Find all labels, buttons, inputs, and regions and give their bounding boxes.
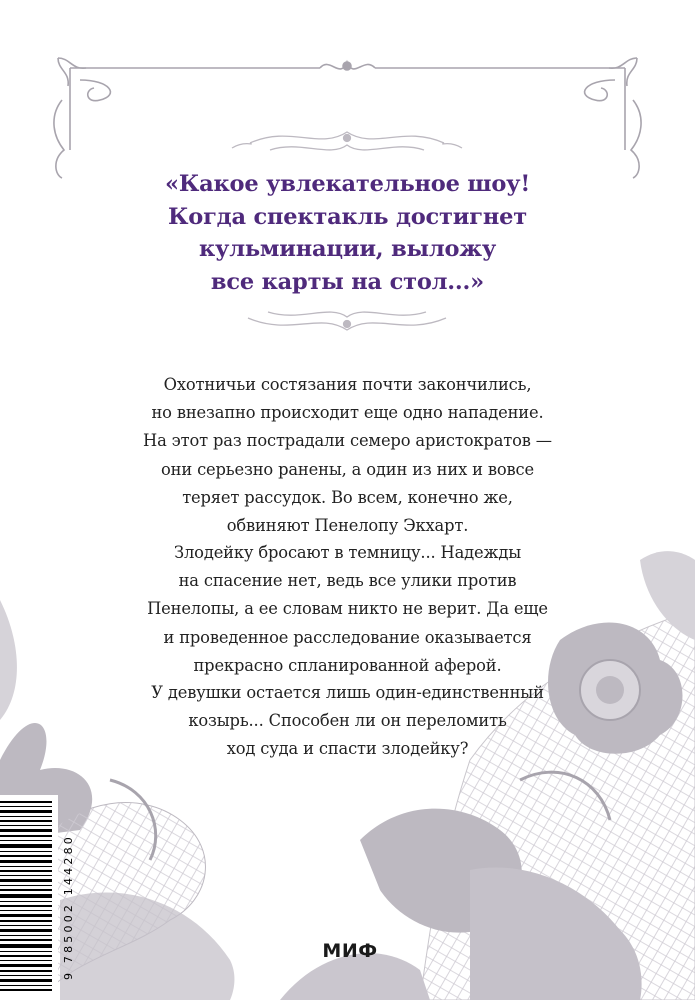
text-line: У девушки остается лишь один-единственный [151,683,544,702]
quote-line: «Какое увлекательное шоу! [164,171,531,197]
top-frame-ornament [54,58,641,178]
barcode-bars [0,795,58,1000]
text-line: и проведенное расследование оказывается [163,627,532,647]
quote-line: все карты на стол...» [210,268,485,295]
lower-flourish [248,312,446,330]
text-line: Пенелопы, а ее словам никто не верит. Да еще [147,599,548,619]
text-line: они серьезно ранены, а один из них и вовсе [160,459,534,479]
description-paragraph-2 [100,539,595,680]
quote-line: кульминации, выложу [198,236,497,263]
text-line: Злодейку бросают в темницу... Надежды [173,543,522,562]
text-line: теряет рассудок. Во всем, конечно же, [182,487,513,507]
text-line: Охотничьи состязания почти закончились, [163,375,532,394]
description-paragraph-1 [100,371,595,540]
text-line: ход суда и спасти злодейку? [226,739,469,759]
text-line: но внезапно происходит еще одно нападение. [151,403,544,423]
text-line: прекрасно спланированной аферой. [193,655,502,675]
text-line: обвиняют Пенелопу Экхарт. [226,516,469,536]
quote-line: Когда спектакль достигнет [168,203,527,230]
isbn-barcode [0,795,58,1000]
text-line: на спасение нет, ведь все улики против [178,571,517,591]
upper-flourish [232,132,462,150]
description-paragraph-3 [100,679,595,764]
barcode-digits: 9 785002 144280 [62,834,75,980]
text-line: козырь... Способен ли он переломить [188,711,507,731]
text-line: На этот раз пострадали семеро аристократов — [143,431,552,451]
tagline-quote [120,168,575,299]
publisher-logo: МИФ [322,940,378,962]
